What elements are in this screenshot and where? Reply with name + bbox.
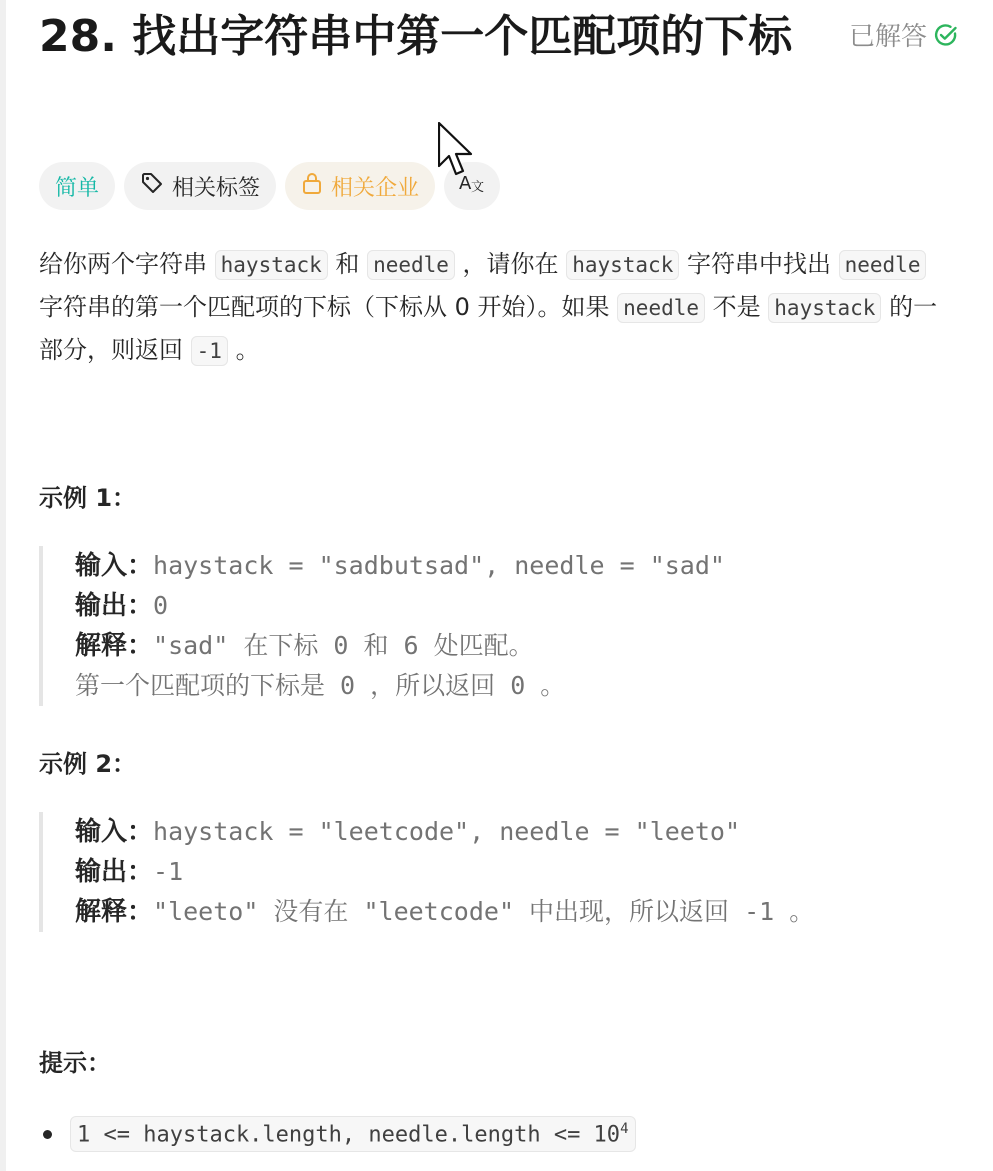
example-1-block: [39, 546, 725, 706]
topics-label: 相关标签: [172, 175, 261, 201]
example-explanation: "leeto" 没有在 "leetcode" 中出现，所以返回 -1 。: [153, 897, 815, 926]
inline-code: needle: [839, 250, 927, 280]
companies-label: 相关企业: [331, 175, 420, 201]
example-output: 0: [153, 591, 169, 620]
statement-text: 不是: [705, 293, 769, 321]
title-row: [39, 0, 959, 150]
difficulty-tag[interactable]: [39, 162, 115, 210]
solved-label: 已解答: [848, 22, 927, 52]
example-1-title: 示例 1：: [39, 484, 137, 512]
statement-text: ，请你在: [454, 250, 567, 278]
explain-label: 解释：: [75, 631, 154, 661]
topics-tag-button[interactable]: [124, 162, 276, 210]
tag-icon: [140, 171, 164, 201]
inline-code: haystack: [215, 250, 328, 280]
problem-description-panel: [39, 0, 959, 1148]
constraints-list: [39, 1116, 636, 1152]
example-output: -1: [153, 857, 184, 886]
inline-code: needle: [367, 250, 455, 280]
example-input: haystack = "sadbutsad", needle = "sad": [153, 551, 725, 580]
difficulty-label: 简单: [55, 175, 100, 201]
problem-statement: [39, 243, 954, 372]
svg-text:A: A: [459, 173, 472, 194]
constraint-code: [70, 1116, 636, 1152]
example-2-block: [39, 812, 814, 932]
list-item: [39, 1116, 636, 1152]
companies-tag-button[interactable]: [285, 162, 435, 210]
statement-text: 字符串的第一个匹配项的下标（下标从 0 开始）。如果: [39, 293, 618, 321]
svg-text:文: 文: [471, 180, 485, 195]
lock-icon: [301, 171, 323, 201]
solved-status: [849, 16, 959, 53]
example-explanation: "sad" 在下标 0 和 6 处匹配。: [153, 631, 534, 660]
bullet-icon: [43, 1130, 52, 1139]
example-2-title: 示例 2：: [39, 750, 137, 778]
statement-text: 字符串中找出: [679, 250, 839, 278]
mouse-cursor-icon: [438, 122, 478, 186]
example-input: haystack = "leetcode", needle = "leeto": [153, 817, 741, 846]
problem-title[interactable]: 28. 找出字符串中第一个匹配项的下标: [39, 11, 793, 62]
example-explanation-cont: 第一个匹配项的下标是 0 ，所以返回 0 。: [75, 671, 566, 700]
inline-code: needle: [617, 293, 705, 323]
statement-text: 给你两个字符串: [39, 250, 215, 278]
statement-text: 和: [327, 250, 368, 278]
inline-code: haystack: [566, 250, 679, 280]
inline-code: haystack: [768, 293, 881, 323]
input-label: 输入：: [75, 817, 154, 847]
statement-text: 的一部分，则返回: [39, 293, 938, 364]
constraint-exponent: 4: [620, 1121, 629, 1137]
constraint-text: 1 <= haystack.length, needle.length <= 10: [77, 1122, 621, 1148]
output-label: 输出：: [75, 591, 154, 621]
check-circle-icon: [933, 22, 959, 48]
statement-text: 。: [227, 336, 260, 364]
explain-label: 解释：: [75, 897, 154, 927]
inline-code: -1: [191, 336, 228, 366]
input-label: 输入：: [75, 551, 154, 581]
tag-row: [39, 162, 500, 210]
hints-title: 提示：: [39, 1049, 111, 1077]
output-label: 输出：: [75, 857, 154, 887]
left-edge-border: [0, 0, 6, 1171]
